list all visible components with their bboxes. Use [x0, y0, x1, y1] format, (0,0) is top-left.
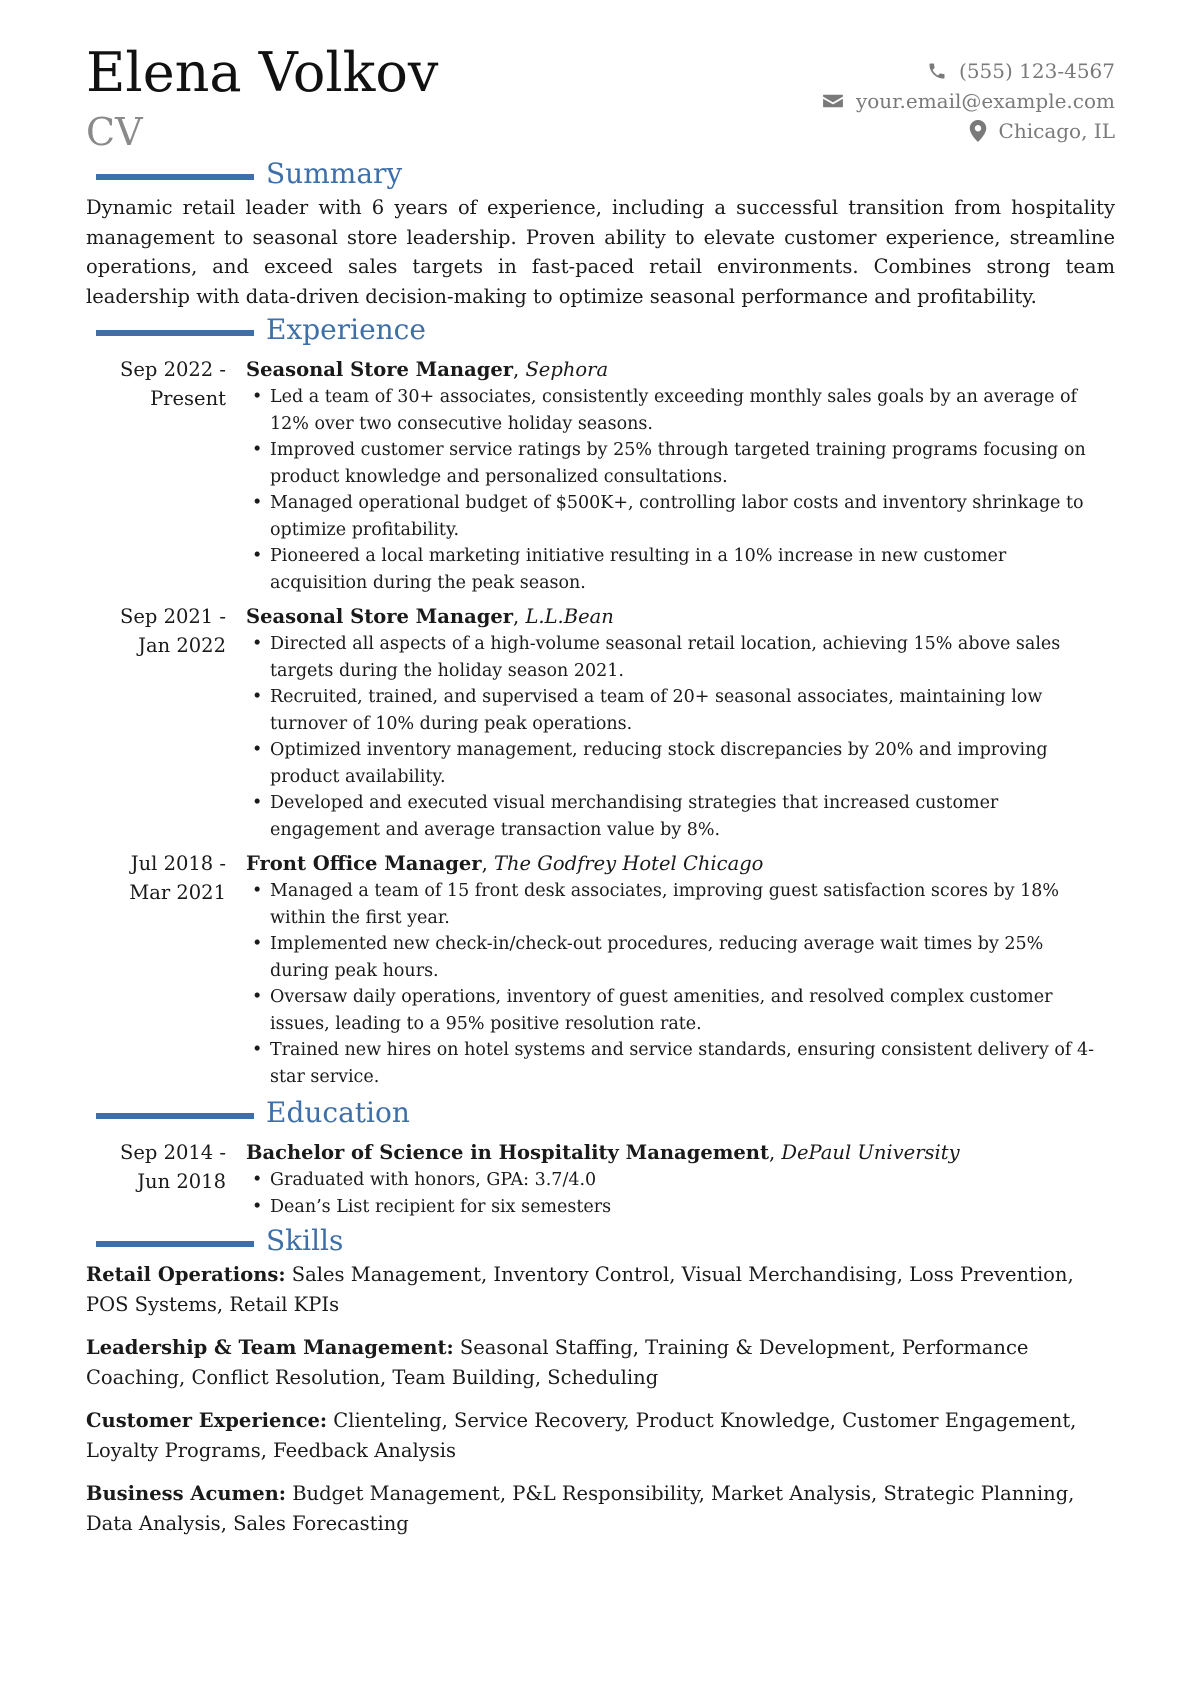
summary-title: Summary — [266, 157, 403, 190]
entry-body — [246, 602, 1115, 843]
bullet-item: • Developed and executed visual merchandising strategies that increased customer engagement and average transaction value by 8%. — [246, 790, 1105, 843]
contact-info — [822, 56, 1115, 146]
education-section-heading — [86, 1096, 1115, 1132]
skill-list: Clienteling, Service Recovery, Product Knowledge, Customer Engagement, Loyalty Programs, Feedback Analysis — [86, 1409, 1077, 1462]
bullet-item: • Improved customer service ratings by 25% through targeted training programs focusing on product knowledge and personalized consultations. — [246, 437, 1105, 490]
skill-list: Budget Management, P&L Responsibility, Market Analysis, Strategic Planning, Data Analysis, Sales Forecasting — [86, 1482, 1075, 1535]
bullet-item: • Managed a team of 15 front desk associates, improving guest satisfaction scores by 18% within the first year. — [246, 878, 1105, 931]
bullet-item: • Optimized inventory management, reducing stock discrepancies by 20% and improving product availability. — [246, 737, 1105, 790]
skill-label: Leadership & Team Management: — [86, 1336, 454, 1359]
entry-body — [246, 1138, 1115, 1220]
resume-page — [86, 42, 1115, 1552]
phone-icon — [927, 61, 947, 81]
email-address[interactable]: your.email@example.com — [855, 89, 1115, 113]
entry-title: Seasonal Store Manager, L.L.Bean — [246, 605, 614, 628]
location-text: Chicago, IL — [998, 119, 1115, 143]
skill-label: Retail Operations: — [86, 1263, 286, 1286]
skill-label: Business Acumen: — [86, 1482, 286, 1505]
experience-title: Experience — [266, 313, 426, 346]
contact-phone — [822, 56, 1115, 86]
experience-entry — [86, 355, 1115, 596]
entry-bullets — [246, 631, 1105, 843]
entry-bullets — [246, 878, 1105, 1090]
bullet-item: • Led a team of 30+ associates, consistently exceeding monthly sales goals by an average of 12% over two consecutive holiday seasons. — [246, 384, 1105, 437]
skills-title: Skills — [266, 1224, 344, 1257]
bullet-item: • Implemented new check-in/check-out procedures, reducing average wait times by 25% during peak hours. — [246, 931, 1105, 984]
bullet-item: • Oversaw daily operations, inventory of guest amenities, and resolved complex customer issues, leading to a 95% positive resolution rate. — [246, 984, 1105, 1037]
entry-title: Seasonal Store Manager, Sephora — [246, 358, 609, 381]
entry-degree: Bachelor of Science in Hospitality Management — [246, 1141, 769, 1164]
skill-group — [86, 1406, 1115, 1465]
entry-date: Sep 2014 - Jun 2018 — [120, 1141, 226, 1193]
bullet-item: • Dean’s List recipient for six semesters — [246, 1194, 1105, 1221]
bullet-item: • Pioneered a local marketing initiative resulting in a 10% increase in new customer acquisition during the peak season. — [246, 543, 1105, 596]
section-accent-bar — [96, 174, 254, 180]
entry-role: Front Office Manager — [246, 852, 482, 875]
entry-bullets — [246, 1167, 1105, 1220]
summary-section-heading — [86, 157, 1115, 193]
entry-title: Front Office Manager, The Godfrey Hotel Chicago — [246, 852, 764, 875]
skill-list: Sales Management, Inventory Control, Visual Merchandising, Loss Prevention, POS Systems, Retail KPIs — [86, 1263, 1074, 1316]
entry-role: Seasonal Store Manager — [246, 605, 514, 628]
bullet-item: • Recruited, trained, and supervised a team of 20+ seasonal associates, maintaining low turnover of 10% during peak operations. — [246, 684, 1105, 737]
experience-section-heading — [86, 313, 1115, 349]
section-accent-bar — [96, 1113, 254, 1119]
contact-location — [822, 116, 1115, 146]
skill-group — [86, 1333, 1115, 1392]
section-accent-bar — [96, 330, 254, 336]
resume-header — [86, 42, 1115, 157]
entry-organization: The Godfrey Hotel Chicago — [493, 852, 764, 875]
skill-list: Seasonal Staffing, Training & Development, Performance Coaching, Conflict Resolution, Team Building, Scheduling — [86, 1336, 1029, 1389]
map-pin-icon — [969, 120, 987, 142]
bullet-item: • Managed operational budget of $500K+, controlling labor costs and inventory shrinkage to optimize profitability. — [246, 490, 1105, 543]
entry-role: Seasonal Store Manager — [246, 358, 514, 381]
skill-group — [86, 1479, 1115, 1538]
summary-text: Dynamic retail leader with 6 years of experience, including a successful transition from hospitality management to seasonal store leadership. Proven ability to elevate customer experience, streamline operations, and exceed sales targets in fast-paced retail environments. Combines strong team leadership with data-driven decision-making to optimize seasonal performance and profitability. — [86, 196, 1115, 308]
skill-group — [86, 1260, 1115, 1319]
entry-institution: DePaul University — [781, 1141, 960, 1164]
entry-date: Jul 2018 - Mar 2021 — [129, 852, 226, 904]
education-entry — [86, 1138, 1115, 1220]
skill-label: Customer Experience: — [86, 1409, 328, 1432]
entry-date: Sep 2022 - Present — [120, 358, 226, 410]
experience-entry — [86, 849, 1115, 1090]
entry-body — [246, 355, 1115, 596]
entry-organization: Sephora — [525, 358, 609, 381]
skills-section-heading — [86, 1224, 1115, 1260]
contact-email — [822, 86, 1115, 116]
education-title: Education — [266, 1096, 410, 1129]
envelope-icon — [822, 92, 844, 110]
document-subtitle: CV — [86, 110, 143, 154]
entry-organization: L.L.Bean — [525, 605, 614, 628]
entry-date: Sep 2021 - Jan 2022 — [120, 605, 226, 657]
bullet-item: • Trained new hires on hotel systems and service standards, ensuring consistent delivery of 4-star service. — [246, 1037, 1105, 1090]
candidate-name: Elena Volkov — [86, 41, 439, 104]
entry-bullets — [246, 384, 1105, 596]
phone-number: (555) 123-4567 — [959, 59, 1115, 83]
section-accent-bar — [96, 1241, 254, 1247]
entry-title: Bachelor of Science in Hospitality Management, DePaul University — [246, 1141, 960, 1164]
bullet-item: • Directed all aspects of a high-volume seasonal retail location, achieving 15% above sales targets during the holiday season 2021. — [246, 631, 1105, 684]
bullet-item: • Graduated with honors, GPA: 3.7/4.0 — [246, 1167, 1105, 1194]
experience-entry — [86, 602, 1115, 843]
entry-body — [246, 849, 1115, 1090]
